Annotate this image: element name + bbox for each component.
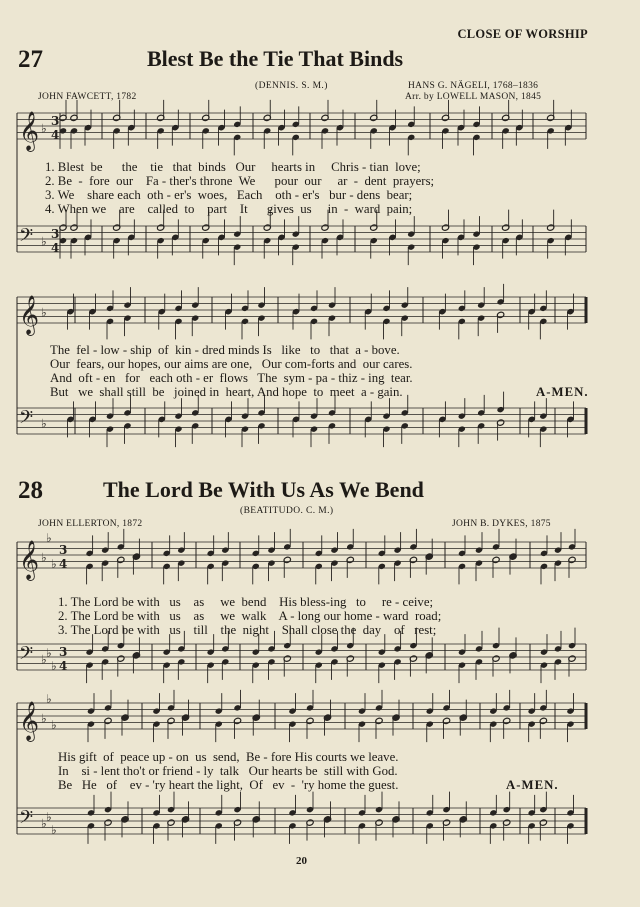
time-signature: 4 xyxy=(59,659,68,673)
lyric-line: And oft - en for each oth - er flows The sym - pa - thiz - ing tear. xyxy=(50,371,413,385)
lyric-line: 1. The Lord be with us as we bend His bless-ing to re - ceive; xyxy=(58,595,434,609)
lyric-line: 4. When we are called to part It gives us in - ward pain; xyxy=(45,202,413,216)
lyric-line: But we shall still be joined in heart, And hope to meet a - gain. xyxy=(50,385,403,399)
time-signature: 4 xyxy=(51,241,60,255)
composer-credit: HANS G. NÄGELI, 1768–1836 xyxy=(408,81,539,91)
lyric-line: 3. We share each oth - er's woes, Each oth - er's bur - dens bear; xyxy=(45,188,413,202)
flat-icon: ♭ xyxy=(41,711,47,726)
bass-clef-icon: 𝄢 xyxy=(19,807,34,833)
hymn-title: Blest Be the Tie That Binds xyxy=(147,46,404,71)
lyric-line: 2. The Lord be with us as we walk A - long our home - ward road; xyxy=(58,609,442,623)
lyric-line: His gift of peace up - on us send, Be - fore His courts we leave. xyxy=(58,750,399,764)
hymn-number: 27 xyxy=(18,46,43,73)
section-heading: CLOSE OF WORSHIP xyxy=(457,27,588,41)
treble-staff xyxy=(17,703,586,729)
flat-icon: ♭ xyxy=(41,652,47,667)
flat-icon: ♭ xyxy=(51,718,57,732)
author-credit: JOHN FAWCETT, 1782 xyxy=(38,92,137,102)
time-signature: 4 xyxy=(51,128,60,142)
flat-icon: ♭ xyxy=(41,416,47,431)
bass-clef-icon: 𝄢 xyxy=(19,225,34,251)
flat-icon: ♭ xyxy=(46,810,52,824)
arranger-credit: Arr. by LOWELL MASON, 1845 xyxy=(405,92,542,102)
lyric-line: 1. Blest be the tie that binds Our hearts in Chris - tian love; xyxy=(45,160,421,174)
lyric-line: The fel - low - ship of kin - dred minds Is like to that a - bove. xyxy=(50,343,400,357)
bass-staff xyxy=(17,808,586,834)
flat-icon: ♭ xyxy=(51,557,57,571)
lyric-line: In si - lent tho't or friend - ly talk Our hearts be still with God. xyxy=(58,764,398,778)
treble-clef-icon: 𝄞 xyxy=(19,295,40,335)
flat-icon: ♭ xyxy=(51,823,57,837)
time-signature: 3 xyxy=(59,543,68,557)
time-signature: 3 xyxy=(59,645,68,659)
flat-icon: ♭ xyxy=(46,692,52,706)
flat-icon: ♭ xyxy=(41,234,47,249)
lyric-line: 3. The Lord be with us till the night Shall close the day of rest; xyxy=(58,623,437,637)
flat-icon: ♭ xyxy=(51,659,57,673)
tune-name: (BEATITUDO. C. M.) xyxy=(240,506,334,516)
time-signature: 4 xyxy=(59,557,68,571)
treble-clef-icon: 𝄞 xyxy=(19,701,40,741)
flat-icon: ♭ xyxy=(41,121,47,136)
time-signature: 3 xyxy=(51,227,60,241)
treble-clef-icon: 𝄞 xyxy=(19,540,40,580)
author-credit: JOHN ELLERTON, 1872 xyxy=(38,519,143,529)
treble-clef-icon: 𝄞 xyxy=(19,111,40,151)
amen-label: A-MEN. xyxy=(506,778,559,792)
flat-icon: ♭ xyxy=(41,550,47,565)
time-signature: 3 xyxy=(51,114,60,128)
hymn-title: The Lord Be With Us As We Bend xyxy=(103,477,424,502)
lyric-line: 2. Be - fore our Fa - ther's throne We pour our ar - dent prayers; xyxy=(45,174,435,188)
bass-clef-icon: 𝄢 xyxy=(19,643,34,669)
flat-icon: ♭ xyxy=(46,531,52,545)
page-number: 20 xyxy=(296,855,307,867)
tune-name: (DENNIS. S. M.) xyxy=(255,81,328,91)
lyric-line: Be He of ev - 'ry heart the light, Of ev - 'ry home the guest. xyxy=(58,778,399,792)
flat-icon: ♭ xyxy=(41,816,47,831)
flat-icon: ♭ xyxy=(46,646,52,660)
flat-icon: ♭ xyxy=(41,305,47,320)
hymn-number: 28 xyxy=(18,477,43,504)
composer-credit: JOHN B. DYKES, 1875 xyxy=(452,519,551,529)
amen-label: A-MEN. xyxy=(536,385,589,399)
lyric-line: Our fears, our hopes, our aims are one, Our com-forts and our cares. xyxy=(50,357,413,371)
bass-clef-icon: 𝄢 xyxy=(19,407,34,433)
